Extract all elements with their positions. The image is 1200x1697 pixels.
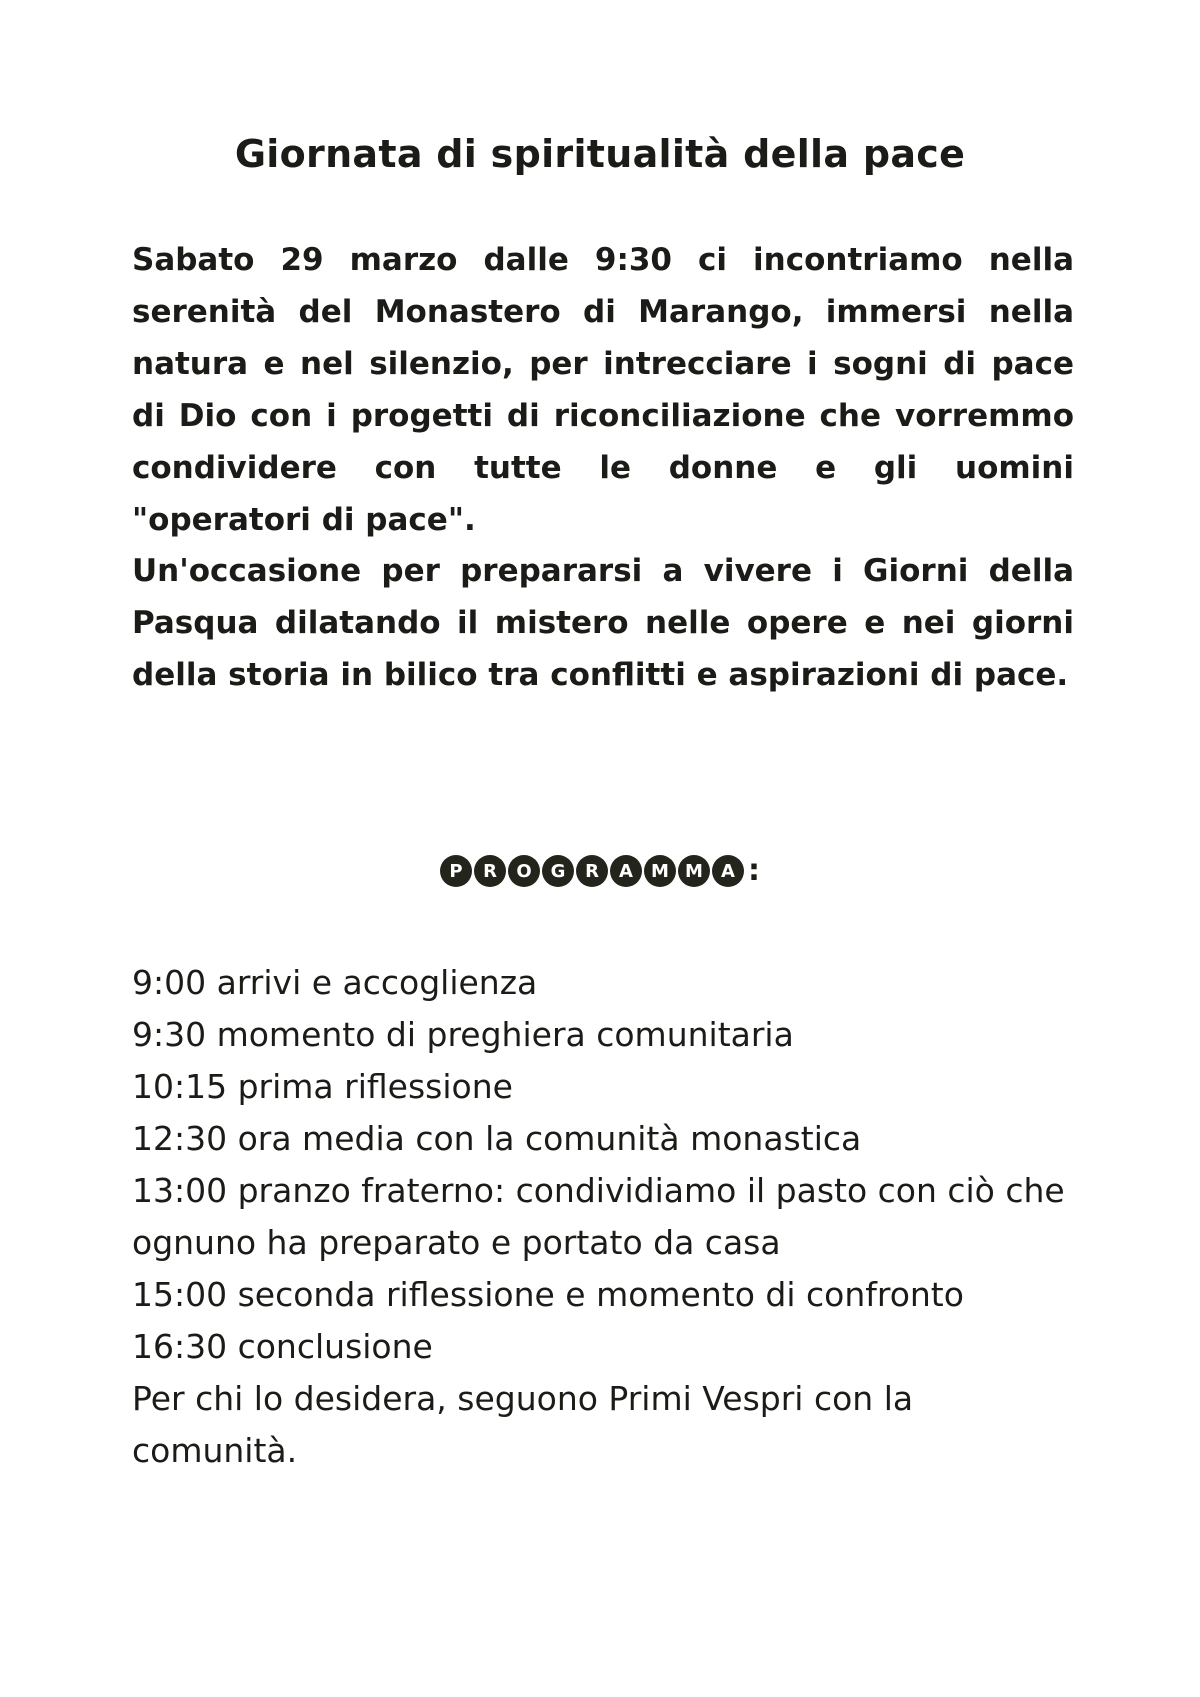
occasion-paragraph: Un'occasione per prepararsi a vivere i Giorni della Pasqua dilatando il mistero nelle opere e nei giorni della storia in bilico tra conflitti e aspirazioni di pace. <box>132 553 1074 693</box>
schedule-item: 9:00 arrivi e accoglienza <box>132 963 538 1002</box>
schedule-item: Per chi lo desidera, seguono Primi Vespri con la comunità. <box>132 1379 914 1470</box>
programma-colon: : <box>748 853 760 888</box>
programma-letter: R <box>474 855 506 887</box>
programma-heading <box>0 855 1200 887</box>
intro-paragraph: Sabato 29 marzo dalle 9:30 ci incontriamo nella serenità del Monastero di Marango, immersi nella natura e nel silenzio, per intrecciare i sogni di pace di Dio con i progetti di riconciliazione che vorremmo condividere con tutte le donne e gli uomini "operatori di pace". <box>132 242 1074 538</box>
programma-letter: M <box>644 855 676 887</box>
schedule-item: 10:15 prima riflessione <box>132 1067 513 1106</box>
programma-letter: R <box>576 855 608 887</box>
programma-letter: P <box>440 855 472 887</box>
programma-letter: O <box>508 855 540 887</box>
programma-letter: G <box>542 855 574 887</box>
page-title: Giornata di spiritualità della pace <box>234 132 966 176</box>
schedule-item: 13:00 pranzo fraterno: condividiamo il pasto con ciò che ognuno ha preparato e portato da casa <box>132 1171 1065 1262</box>
programma-letter: A <box>712 855 744 887</box>
programma-letter: A <box>610 855 642 887</box>
schedule-item: 12:30 ora media con la comunità monastica <box>132 1119 862 1158</box>
schedule-item: 15:00 seconda riflessione e momento di confronto <box>132 1275 964 1314</box>
schedule-item: 9:30 momento di preghiera comunitaria <box>132 1015 794 1054</box>
programma-letter: M <box>678 855 710 887</box>
schedule-list <box>132 957 1082 1477</box>
schedule-item: 16:30 conclusione <box>132 1327 433 1366</box>
